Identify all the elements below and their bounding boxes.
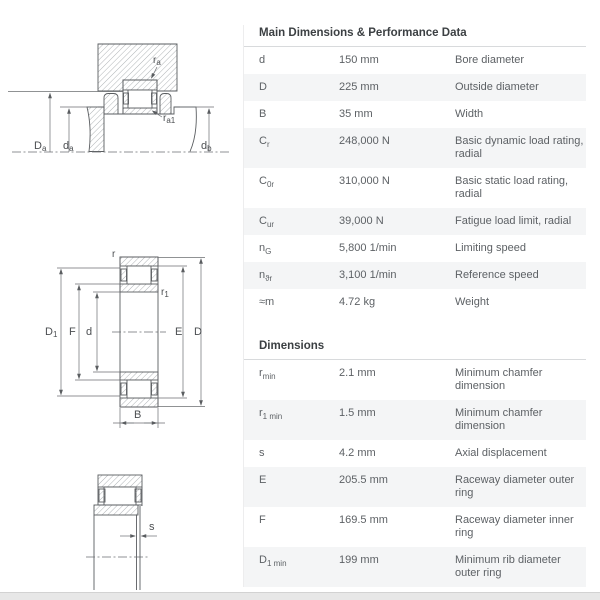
spec-description: Basic static load rating, radial bbox=[455, 175, 569, 200]
spec-row bbox=[244, 208, 586, 235]
section-title: Dimensions bbox=[244, 338, 586, 360]
dim-label-s: s bbox=[149, 521, 155, 533]
spec-description: Weight bbox=[455, 296, 490, 308]
spec-row bbox=[244, 101, 586, 128]
spec-row bbox=[244, 262, 586, 289]
spec-row bbox=[244, 289, 586, 316]
spec-symbol: D bbox=[259, 81, 267, 93]
spec-symbol: $n_{ϑr}$ bbox=[259, 269, 273, 283]
cross-section-drawing bbox=[57, 257, 205, 428]
spec-symbol: $r_{1 min}$ bbox=[259, 407, 283, 421]
spec-description: Minimum chamfer dimension bbox=[455, 407, 543, 432]
spec-row bbox=[244, 547, 586, 587]
spec-value: 4.2 mm bbox=[339, 447, 376, 459]
spec-value: 4.72 kg bbox=[339, 296, 376, 308]
spec-symbol: $D_{1 min}$ bbox=[259, 554, 287, 568]
spec-description: Fatigue load limit, radial bbox=[455, 215, 572, 227]
spec-value: 5,800 1/min bbox=[339, 242, 397, 254]
spec-description: Raceway diameter outer ring bbox=[455, 474, 575, 499]
spec-value: 2.1 mm bbox=[339, 367, 376, 379]
spec-symbol: $r_{min}$ bbox=[259, 367, 276, 381]
dim-label-r1: $r_1$ bbox=[161, 287, 169, 299]
section-main-dimensions bbox=[244, 25, 586, 316]
spec-row bbox=[244, 74, 586, 101]
dim-label-da: da bbox=[63, 140, 74, 153]
dim-label-db: db bbox=[201, 140, 212, 153]
spec-symbol: $n_G$ bbox=[259, 242, 272, 256]
spec-value: 225 mm bbox=[339, 81, 379, 93]
spec-panel bbox=[243, 25, 586, 587]
spec-value: 310,000 N bbox=[339, 175, 390, 187]
dim-label-Da: Da bbox=[34, 140, 47, 153]
spec-row bbox=[244, 440, 586, 467]
dim-label-r: r bbox=[112, 249, 116, 260]
spec-description: Minimum chamfer dimension bbox=[455, 367, 543, 392]
spec-symbol: s bbox=[259, 447, 265, 459]
spec-symbol: B bbox=[259, 108, 267, 120]
dim-label-D: D bbox=[194, 326, 202, 338]
spec-value: 39,000 N bbox=[339, 215, 384, 227]
spec-description: Width bbox=[455, 108, 484, 120]
section-title: Main Dimensions & Performance Data bbox=[244, 25, 586, 47]
spec-description: Raceway diameter inner ring bbox=[455, 514, 574, 539]
dim-label-ra: $r_a$ bbox=[153, 55, 161, 67]
spec-symbol: $C_r$ bbox=[259, 135, 270, 149]
spec-description: Bore diameter bbox=[455, 54, 525, 66]
section-dimensions bbox=[244, 338, 586, 587]
dim-label-D1: D1 bbox=[45, 326, 58, 339]
axial-displacement-drawing bbox=[86, 475, 157, 590]
spec-description: Reference speed bbox=[455, 269, 539, 281]
spec-description: Outside diameter bbox=[455, 81, 539, 93]
technical-drawings bbox=[0, 0, 250, 600]
spec-rows bbox=[244, 47, 586, 316]
spec-row bbox=[244, 507, 586, 547]
spec-row bbox=[244, 168, 586, 208]
spec-rows bbox=[244, 360, 586, 587]
spec-symbol: $C_{0r}$ bbox=[259, 175, 275, 189]
spec-value: 3,100 1/min bbox=[339, 269, 397, 281]
spec-description: Basic dynamic load rating, radial bbox=[455, 135, 584, 160]
spec-value: 248,000 N bbox=[339, 135, 390, 147]
spec-value: 1.5 mm bbox=[339, 407, 376, 419]
spec-row bbox=[244, 235, 586, 262]
spec-symbol: E bbox=[259, 474, 267, 486]
dim-label-E: E bbox=[175, 326, 183, 338]
spec-description: Minimum rib diameter outer ring bbox=[455, 554, 561, 579]
spec-row bbox=[244, 400, 586, 440]
dim-label-F: F bbox=[69, 326, 76, 338]
spec-row bbox=[244, 467, 586, 507]
spec-description: Axial displacement bbox=[455, 447, 547, 459]
spec-description: Limiting speed bbox=[455, 242, 526, 254]
spec-value: 150 mm bbox=[339, 54, 379, 66]
spec-row bbox=[244, 360, 586, 400]
dim-label-d: d bbox=[86, 326, 93, 338]
spec-row bbox=[244, 47, 586, 74]
spec-value: 35 mm bbox=[339, 108, 373, 120]
spec-value: 199 mm bbox=[339, 554, 379, 566]
dim-label-ra1: $r_{a1}$ bbox=[163, 113, 176, 125]
spec-value: 205.5 mm bbox=[339, 474, 388, 486]
spec-value: 169.5 mm bbox=[339, 514, 388, 526]
spec-symbol: F bbox=[259, 514, 266, 526]
spec-symbol: $C_{ur}$ bbox=[259, 215, 275, 229]
spec-row bbox=[244, 128, 586, 168]
page-footer-strip bbox=[0, 592, 600, 600]
mounting-dimensions-drawing bbox=[8, 44, 230, 152]
dim-label-B: B bbox=[134, 409, 142, 421]
spec-symbol: d bbox=[259, 54, 266, 66]
spec-symbol: ≈m bbox=[259, 296, 275, 308]
